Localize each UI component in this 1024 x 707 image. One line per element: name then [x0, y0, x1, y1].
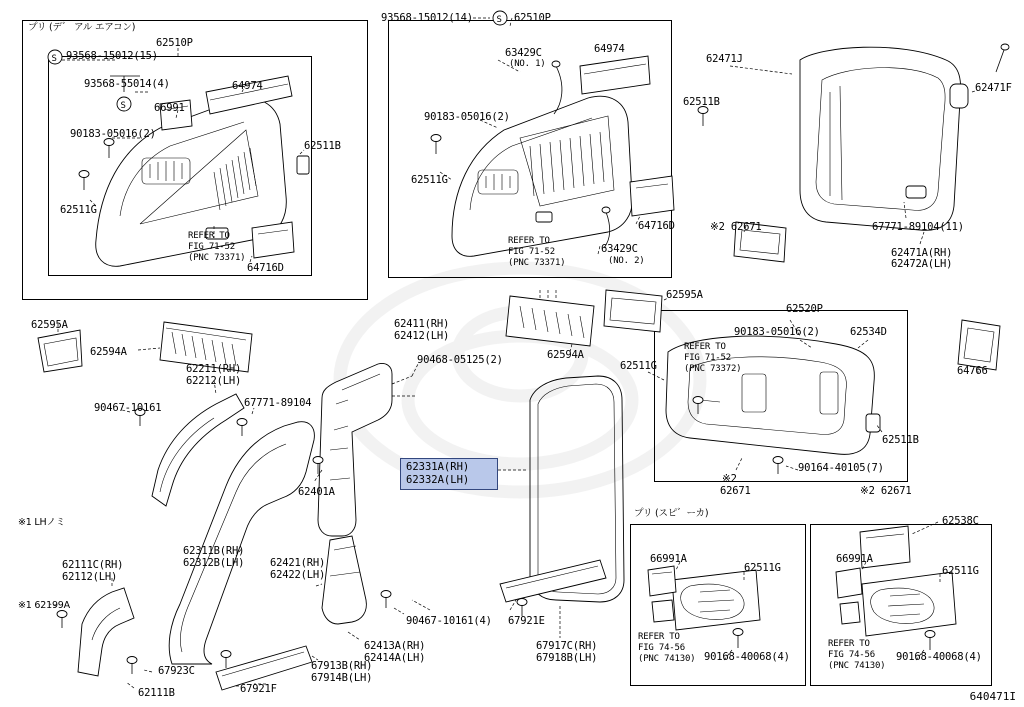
part-label-62471a-rh: 62471A(RH) — [891, 247, 953, 259]
part-label-62421-rh: 62421(RH) — [270, 557, 326, 569]
part-label-62595a-center: 62595A — [666, 289, 703, 301]
part-label-90183-05016-center: 90183-05016(2) — [424, 111, 510, 123]
part-label-90183-05016-left: 90183-05016(2) — [70, 128, 156, 140]
part-label-62511g-speaker-right: 62511G — [942, 565, 979, 577]
refer-to-74-56-right-line1: REFER TO — [828, 639, 870, 649]
part-label-62211-rh: 62211(RH) — [186, 363, 242, 375]
part-label-67918b-lh: 67918B(LH) — [536, 652, 598, 664]
part-label-62511g-right: 62511G — [620, 360, 657, 372]
highlighted-part-62331a[interactable] — [400, 458, 498, 490]
part-label-64716d-center: 64716D — [638, 220, 675, 232]
part-label-93568-15012-15: 93568-15012(15) — [66, 50, 158, 62]
part-label-64974-center: 64974 — [594, 43, 625, 55]
refer-to-74-56-left-line2: FIG 74-56 — [638, 643, 685, 653]
part-label-62412-lh: 62412(LH) — [394, 330, 450, 342]
part-label-62511b-right: 62511B — [882, 434, 919, 446]
part-label-62520p: 62520P — [786, 303, 823, 315]
part-label-67913b-rh: 67913B(RH) — [311, 660, 373, 672]
refer-to-71-52-right-line3: (PNC 73372) — [684, 364, 742, 374]
note-1-62199a: ※1 62199A — [18, 600, 70, 611]
part-label-63429c-no2: 63429C — [601, 243, 638, 255]
group-title-speaker: プリ (スピ゛ーカ) — [634, 508, 709, 519]
part-label-93568-55014: 93568-55014(4) — [84, 78, 170, 90]
refer-to-71-52-left-line2: FIG 71-52 — [188, 242, 235, 252]
part-label-67771-89104-11: 67771-89104(11) — [872, 221, 964, 233]
part-label-62595a-left: 62595A — [31, 319, 68, 331]
part-label-62511b-left: 62511B — [304, 140, 341, 152]
part-label-62534d: 62534D — [850, 326, 887, 338]
part-label-67771-89104: 67771-89104 — [244, 397, 312, 409]
highlight-line-1: 62331A(RH) — [406, 461, 470, 473]
note-marker-2-left: ※2 — [722, 473, 737, 485]
part-label-64716d-left: 64716D — [247, 262, 284, 274]
part-label-62471f: 62471F — [975, 82, 1012, 94]
part-label-67921f: 67921F — [240, 683, 277, 695]
highlight-line-2: 62332A(LH) — [406, 474, 470, 486]
part-label-62111c-rh: 62111C(RH) — [62, 559, 124, 571]
refer-to-71-52-right-line1: REFER TO — [684, 342, 726, 352]
part-label-66991a-left: 66991A — [650, 553, 687, 565]
part-label-90468-05125: 90468-05125(2) — [417, 354, 503, 366]
part-label-62112-lh: 62112(LH) — [62, 571, 118, 583]
part-label-62411-rh: 62411(RH) — [394, 318, 450, 330]
refer-to-74-56-left-line1: REFER TO — [638, 632, 680, 642]
part-label-90467-10161-4: 90467-10161(4) — [406, 615, 492, 627]
part-label-63429c-no1: 63429C — [505, 47, 542, 59]
part-label-62594a-left: 62594A — [90, 346, 127, 358]
refer-to-71-52-left-line1: REFER TO — [188, 231, 230, 241]
part-label-62111b: 62111B — [138, 687, 175, 699]
svg-text:S: S — [120, 101, 126, 111]
part-label-62671-lower-left: 62671 — [720, 485, 751, 497]
part-label-62422-lh: 62422(LH) — [270, 569, 326, 581]
refer-to-71-52-left-line3: (PNC 73371) — [188, 253, 246, 263]
part-label-62510p-left: 62510P — [156, 37, 193, 49]
note-1-lh-only: ※1 LHノミ — [18, 517, 66, 528]
part-label-64766: 64766 — [957, 365, 988, 377]
refer-to-74-56-left-line3: (PNC 74130) — [638, 654, 696, 664]
part-label-62212-lh: 62212(LH) — [186, 375, 242, 387]
part-label-62511g-left: 62511G — [60, 204, 97, 216]
part-label-62511b-center: 62511B — [683, 96, 720, 108]
diagram-corner-code: 640471I — [969, 690, 1016, 703]
part-label-63429c-no1-note: (NO. 1) — [509, 59, 546, 69]
part-label-66991: 66991 — [154, 102, 185, 114]
part-label-62538c: 62538C — [942, 515, 979, 527]
part-label-67921e: 67921E — [508, 615, 545, 627]
part-label-62311b-rh: 62311B(RH) — [183, 545, 245, 557]
svg-text:S: S — [496, 15, 502, 25]
part-label-62312b-lh: 62312B(LH) — [183, 557, 245, 569]
part-label-62594a-center: 62594A — [547, 349, 584, 361]
part-label-90168-40068-left: 90168-40068(4) — [704, 651, 790, 663]
part-label-62671-upper: ※2 62671 — [710, 221, 762, 233]
refer-to-74-56-right-line3: (PNC 74130) — [828, 661, 886, 671]
part-label-63429c-no2-note: (NO. 2) — [608, 256, 645, 266]
part-label-62472a-lh: 62472A(LH) — [891, 258, 953, 270]
part-label-67917c-rh: 67917C(RH) — [536, 640, 598, 652]
part-label-66991a-right: 66991A — [836, 553, 873, 565]
part-label-62511g-center: 62511G — [411, 174, 448, 186]
part-label-64974-left: 64974 — [232, 80, 263, 92]
part-label-62401a: 62401A — [298, 486, 335, 498]
part-label-62671-lower-right: ※2 62671 — [860, 485, 912, 497]
part-label-90467-10161: 90467-10161 — [94, 402, 162, 414]
refer-to-71-52-right-line2: FIG 71-52 — [684, 353, 731, 363]
refer-to-71-52-center-line2: FIG 71-52 — [508, 247, 555, 257]
part-label-62511g-speaker-left: 62511G — [744, 562, 781, 574]
part-label-62413a-rh: 62413A(RH) — [364, 640, 426, 652]
part-label-90164-40105: 90164-40105(7) — [798, 462, 884, 474]
svg-text:S: S — [51, 54, 57, 64]
group-title-rear-aircon: プリ (デ゛ アル エアコン) — [28, 22, 136, 33]
part-label-90168-40068-right: 90168-40068(4) — [896, 651, 982, 663]
refer-to-74-56-right-line2: FIG 74-56 — [828, 650, 875, 660]
part-label-62414a-lh: 62414A(LH) — [364, 652, 426, 664]
refer-to-71-52-center-line3: (PNC 73371) — [508, 258, 566, 268]
part-label-90183-05016-right: 90183-05016(2) — [734, 326, 820, 338]
part-label-67923c: 67923C — [158, 665, 195, 677]
part-label-93568-15012-14: 93568-15012(14) — [381, 12, 473, 24]
refer-to-71-52-center-line1: REFER TO — [508, 236, 550, 246]
part-label-67914b-lh: 67914B(LH) — [311, 672, 373, 684]
part-label-62471j: 62471J — [706, 53, 743, 65]
part-label-62510p-center: 62510P — [514, 12, 551, 24]
